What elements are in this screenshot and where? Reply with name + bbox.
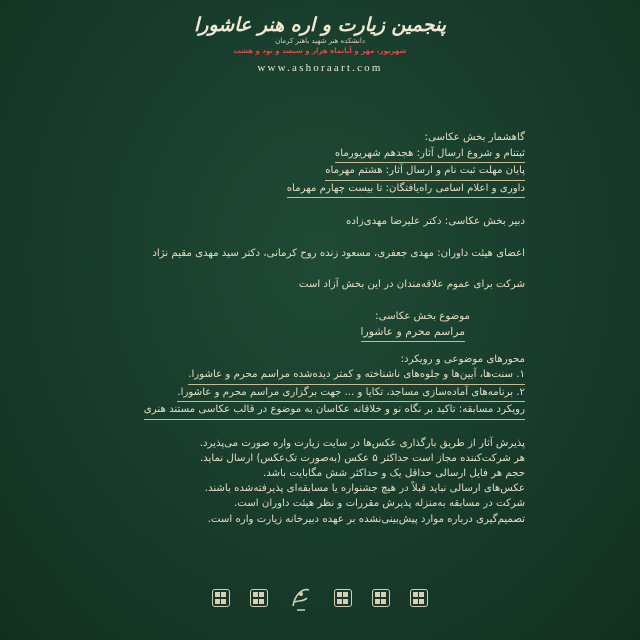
website-url: www.ashoraart.com xyxy=(257,62,383,74)
participation-text: شرکت برای عموم علاقه‌مندان در این بخش آزاد است xyxy=(298,279,525,290)
rule-line: پذیرش آثار از طریق بارگذاری عکس‌ها در سایت زیارت واره صورت می‌پذیرد. xyxy=(199,437,525,449)
schedule-item: ثبتنام و شروع ارسال آثار: هجدهم شهریورماه xyxy=(335,146,525,164)
rule-line: تصمیم‌گیری درباره موارد پیش‌بینی‌نشده بر عهده دبیرخانه زیارت واره است. xyxy=(207,513,525,525)
emblem-icon xyxy=(372,589,390,607)
announcement-body xyxy=(120,130,525,527)
emblem-icon xyxy=(410,589,428,607)
topic-value: مراسم محرم و عاشورا xyxy=(361,324,465,342)
emblem-icon xyxy=(250,589,268,607)
poster-header xyxy=(0,14,640,75)
festival-dates: شهریور، مهر و آبانماه هزار و سیصد و نود و هشت xyxy=(233,47,407,55)
rule-line: حجم هر فایل ارسالی حداقل یک و حداکثر شش مگابایت باشد. xyxy=(262,467,525,479)
axes-item: ۲. برنامه‌های آماده‌سازی مساجد، تکایا و ... جهت برگزاری مراسم محرم و عاشورا. xyxy=(177,385,525,403)
axes-heading: محورهای موضوعی و رویکرد: xyxy=(400,353,525,365)
schedule-item: پایان مهلت ثبت نام و ارسال آثار: هشتم مهرماه xyxy=(325,163,525,181)
schedule-heading: گاهشمار بخش عکاسی: xyxy=(424,132,525,143)
schedule-item: داوری و اعلام اسامی راه‌یافتگان: تا بیست چهارم مهرماه xyxy=(287,181,525,199)
organizer-text: دانشکده هنر شهید باهنر کرمان xyxy=(275,37,365,45)
festival-title: پنجمین زیارت و اره هنر عاشورا xyxy=(194,14,446,36)
sponsor-logos xyxy=(0,578,640,618)
axes-item: ۱. سنت‌ها، آیین‌ها و جلوه‌های ناشناخته و کمتر دیده‌شده مراسم محرم و عاشورا. xyxy=(188,367,525,385)
secretary-text: دبیر بخش عکاسی: دکتر علیرضا مهدی‌زاده xyxy=(345,216,525,227)
approach-text: رویکرد مسابقه: تاکید بر نگاه نو و خلاقانه عکاسان به موضوع در قالب عکاسی مستند هنری xyxy=(144,402,525,420)
rule-line: هر شرکت‌کننده مجاز است حداکثر ۵ عکس (به‌صورت تک‌عکس) ارسال نماید. xyxy=(199,452,525,464)
topic-heading: موضوع بخش عکاسی: xyxy=(375,310,470,322)
emblem-icon xyxy=(212,589,230,607)
emblem-icon xyxy=(334,589,352,607)
jury-text: اعضای هیئت داوران: مهدی جعفری، مسعود زنده روح کرمانی، دکتر سید مهدی مقیم نژاد xyxy=(152,247,525,259)
rule-line: شرکت در مسابقه به‌منزله پذیرش مقررات و نظر هیئت داوران است. xyxy=(234,498,525,510)
rule-line: عکس‌های ارسالی نباید قبلاً در هیچ جشنواره یا مسابقه‌ای پذیرفته‌شده باشند. xyxy=(204,483,525,495)
calligraphy-emblem-icon xyxy=(288,583,314,613)
